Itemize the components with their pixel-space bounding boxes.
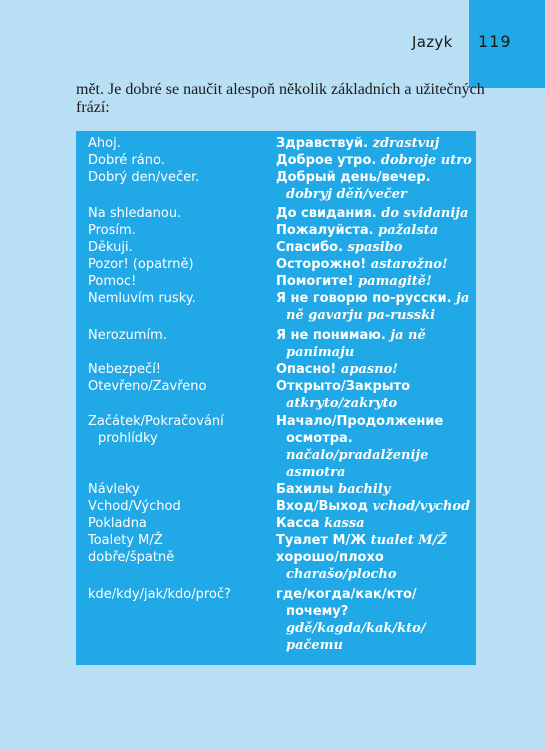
czech-phrase-line: Na shledanou.: [88, 206, 182, 221]
czech-phrase-line: Děkuji.: [88, 240, 133, 255]
transliteration: tualet M/Ž: [370, 533, 447, 548]
transliteration: pamagitě!: [358, 274, 432, 289]
russian-text: Помогите!: [276, 274, 359, 289]
czech-phrase: [88, 169, 268, 186]
czech-phrase: [88, 532, 268, 549]
transliteration: pačemu: [286, 638, 343, 653]
transliteration: ně gavarju pa-russki: [286, 308, 436, 323]
russian-phrase: [276, 481, 472, 498]
czech-phrase-line: kde/kdy/jak/kdo/proč?: [88, 587, 231, 602]
transliteration: gdě/kagda/kak/kto/: [286, 621, 426, 636]
czech-phrase: [88, 515, 268, 532]
transliteration: panimaju: [286, 345, 355, 360]
russian-phrase-line: [276, 637, 472, 654]
czech-phrase: [88, 152, 268, 169]
russian-text: Начало/Продолжение: [276, 414, 444, 429]
russian-text: Здравствуй.: [276, 136, 373, 151]
czech-phrase: [88, 290, 268, 307]
czech-phrase: [88, 378, 268, 395]
russian-phrase-line: [276, 256, 472, 273]
transliteration: astarožno!: [370, 257, 448, 272]
transliteration: apasno!: [340, 362, 398, 377]
transliteration: asmotra: [286, 465, 346, 480]
russian-phrase-line: [276, 378, 472, 395]
russian-phrase-line: [276, 222, 472, 239]
russian-phrase: [276, 290, 472, 324]
page-number: 119: [478, 32, 512, 51]
transliteration: kassa: [324, 516, 365, 531]
czech-phrase-line: Návleky: [88, 482, 140, 497]
russian-text: Открыто/Закрыто: [276, 379, 411, 394]
czech-phrase-line: dobře/špatně: [88, 550, 175, 565]
czech-phrase-line: Vchod/Východ: [88, 499, 181, 514]
czech-phrase: [88, 481, 268, 498]
transliteration: načalo/pradalženije: [286, 448, 429, 463]
russian-phrase-line: [276, 186, 472, 203]
transliteration: do svidanija: [381, 206, 469, 221]
czech-phrase: [88, 222, 268, 239]
russian-phrase: [276, 205, 472, 222]
czech-phrase: [88, 586, 268, 603]
russian-phrase-line: [276, 239, 472, 256]
russian-phrase: [276, 413, 472, 481]
russian-phrase-line: [276, 549, 472, 566]
russian-phrase-line: [276, 603, 472, 620]
russian-phrase-line: [276, 430, 472, 447]
czech-phrase-line: Ahoj.: [88, 136, 121, 151]
czech-phrase: [88, 498, 268, 515]
russian-phrase: [276, 273, 472, 290]
russian-text: Туалет М/Ж: [276, 533, 371, 548]
czech-phrase-line: Pozor! (opatrně): [88, 257, 194, 272]
russian-phrase: [276, 169, 472, 203]
russian-phrase-line: [276, 290, 472, 307]
russian-phrase: [276, 135, 472, 152]
russian-phrase: [276, 532, 472, 549]
czech-phrase: [88, 413, 268, 447]
transliteration: dobryj děň/večer: [286, 187, 407, 202]
czech-phrase-line: Dobrý den/večer.: [88, 170, 200, 185]
transliteration: bachily: [337, 482, 391, 497]
russian-text: Спасибо.: [276, 240, 348, 255]
russian-text: Добрый день/вечер.: [276, 170, 431, 185]
czech-phrase-line: Pomoc!: [88, 274, 137, 289]
czech-phrase: [88, 205, 268, 222]
czech-phrase-line: Toalety M/Ž: [88, 533, 163, 548]
russian-phrase-line: [276, 152, 472, 169]
transliteration: vchod/vychod: [372, 499, 471, 514]
czech-phrase-line: Prosím.: [88, 223, 136, 238]
czech-phrase-line: Dobré ráno.: [88, 153, 165, 168]
russian-phrase-line: [276, 566, 472, 583]
russian-phrase-line: [276, 447, 472, 464]
russian-phrase-line: [276, 307, 472, 324]
czech-phrase-line: prohlídky: [98, 431, 158, 446]
russian-text: осмотра.: [286, 431, 353, 446]
russian-phrase: [276, 549, 472, 583]
russian-phrase-line: [276, 481, 472, 498]
russian-text: Доброе утро.: [276, 153, 381, 168]
czech-phrase-line: Pokladna: [88, 516, 147, 531]
russian-phrase-line: [276, 344, 472, 361]
intro-line: frází:: [76, 99, 110, 116]
russian-phrase-line: [276, 532, 472, 549]
russian-text: Вход/Выход: [276, 499, 373, 514]
czech-phrase-line: Nerozumím.: [88, 328, 167, 343]
czech-phrase: [88, 273, 268, 290]
transliteration: charašo/plocho: [286, 567, 397, 582]
russian-phrase-line: [276, 135, 472, 152]
russian-phrase-line: [276, 273, 472, 290]
russian-phrase: [276, 498, 472, 515]
russian-text: Касса: [276, 516, 325, 531]
russian-phrase: [276, 586, 472, 654]
russian-text: Бахилы: [276, 482, 338, 497]
chapter-title: Jazyk: [412, 33, 453, 51]
russian-phrase-line: [276, 169, 472, 186]
russian-phrase: [276, 361, 472, 378]
czech-phrase-line: Nebezpečí!: [88, 362, 162, 377]
russian-text: Пожалуйста.: [276, 223, 379, 238]
russian-text: Опасно!: [276, 362, 341, 377]
russian-phrase-line: [276, 464, 472, 481]
czech-phrase: [88, 327, 268, 344]
transliteration: ja: [456, 291, 470, 306]
russian-text: где/когда/как/кто/: [276, 587, 417, 602]
russian-phrase: [276, 256, 472, 273]
czech-phrase-line: Nemluvím rusky.: [88, 291, 196, 306]
russian-text: почему?: [286, 604, 349, 619]
russian-phrase: [276, 378, 472, 412]
russian-phrase-line: [276, 498, 472, 515]
transliteration: zdrastvuj: [372, 136, 440, 151]
russian-phrase: [276, 515, 472, 532]
czech-phrase: [88, 135, 268, 152]
czech-phrase: [88, 256, 268, 273]
czech-phrase-line: Otevřeno/Zavřeno: [88, 379, 207, 394]
intro-paragraph: [76, 81, 496, 117]
czech-phrase: [88, 239, 268, 256]
transliteration: ja ně: [390, 328, 426, 343]
russian-phrase-line: [276, 395, 472, 412]
russian-phrase: [276, 327, 472, 361]
russian-phrase-line: [276, 327, 472, 344]
russian-phrase-line: [276, 413, 472, 430]
russian-phrase-line: [276, 515, 472, 532]
russian-phrase-line: [276, 620, 472, 637]
russian-phrase: [276, 152, 472, 169]
czech-phrase: [88, 361, 268, 378]
russian-phrase-line: [276, 205, 472, 222]
russian-text: хорошо/плохо: [276, 550, 384, 565]
transliteration: pažalsta: [378, 223, 439, 238]
russian-text: Я не говорю по-русски.: [276, 291, 457, 306]
czech-phrase-line: Začátek/Pokračování: [88, 414, 224, 429]
transliteration: spasibo: [347, 240, 403, 255]
russian-phrase: [276, 239, 472, 256]
czech-phrase: [88, 549, 268, 566]
russian-text: Я не понимаю.: [276, 328, 391, 343]
russian-text: Осторожно!: [276, 257, 371, 272]
russian-phrase-line: [276, 361, 472, 378]
phrase-table: [76, 131, 476, 665]
transliteration: dobroje utro: [380, 153, 472, 168]
russian-phrase-line: [276, 586, 472, 603]
transliteration: atkryto/zakryto: [286, 396, 398, 411]
intro-line: mět. Je dobré se naučit alespoň několik základních a užitečných: [76, 81, 485, 98]
russian-text: До свидания.: [276, 206, 382, 221]
russian-phrase: [276, 222, 472, 239]
